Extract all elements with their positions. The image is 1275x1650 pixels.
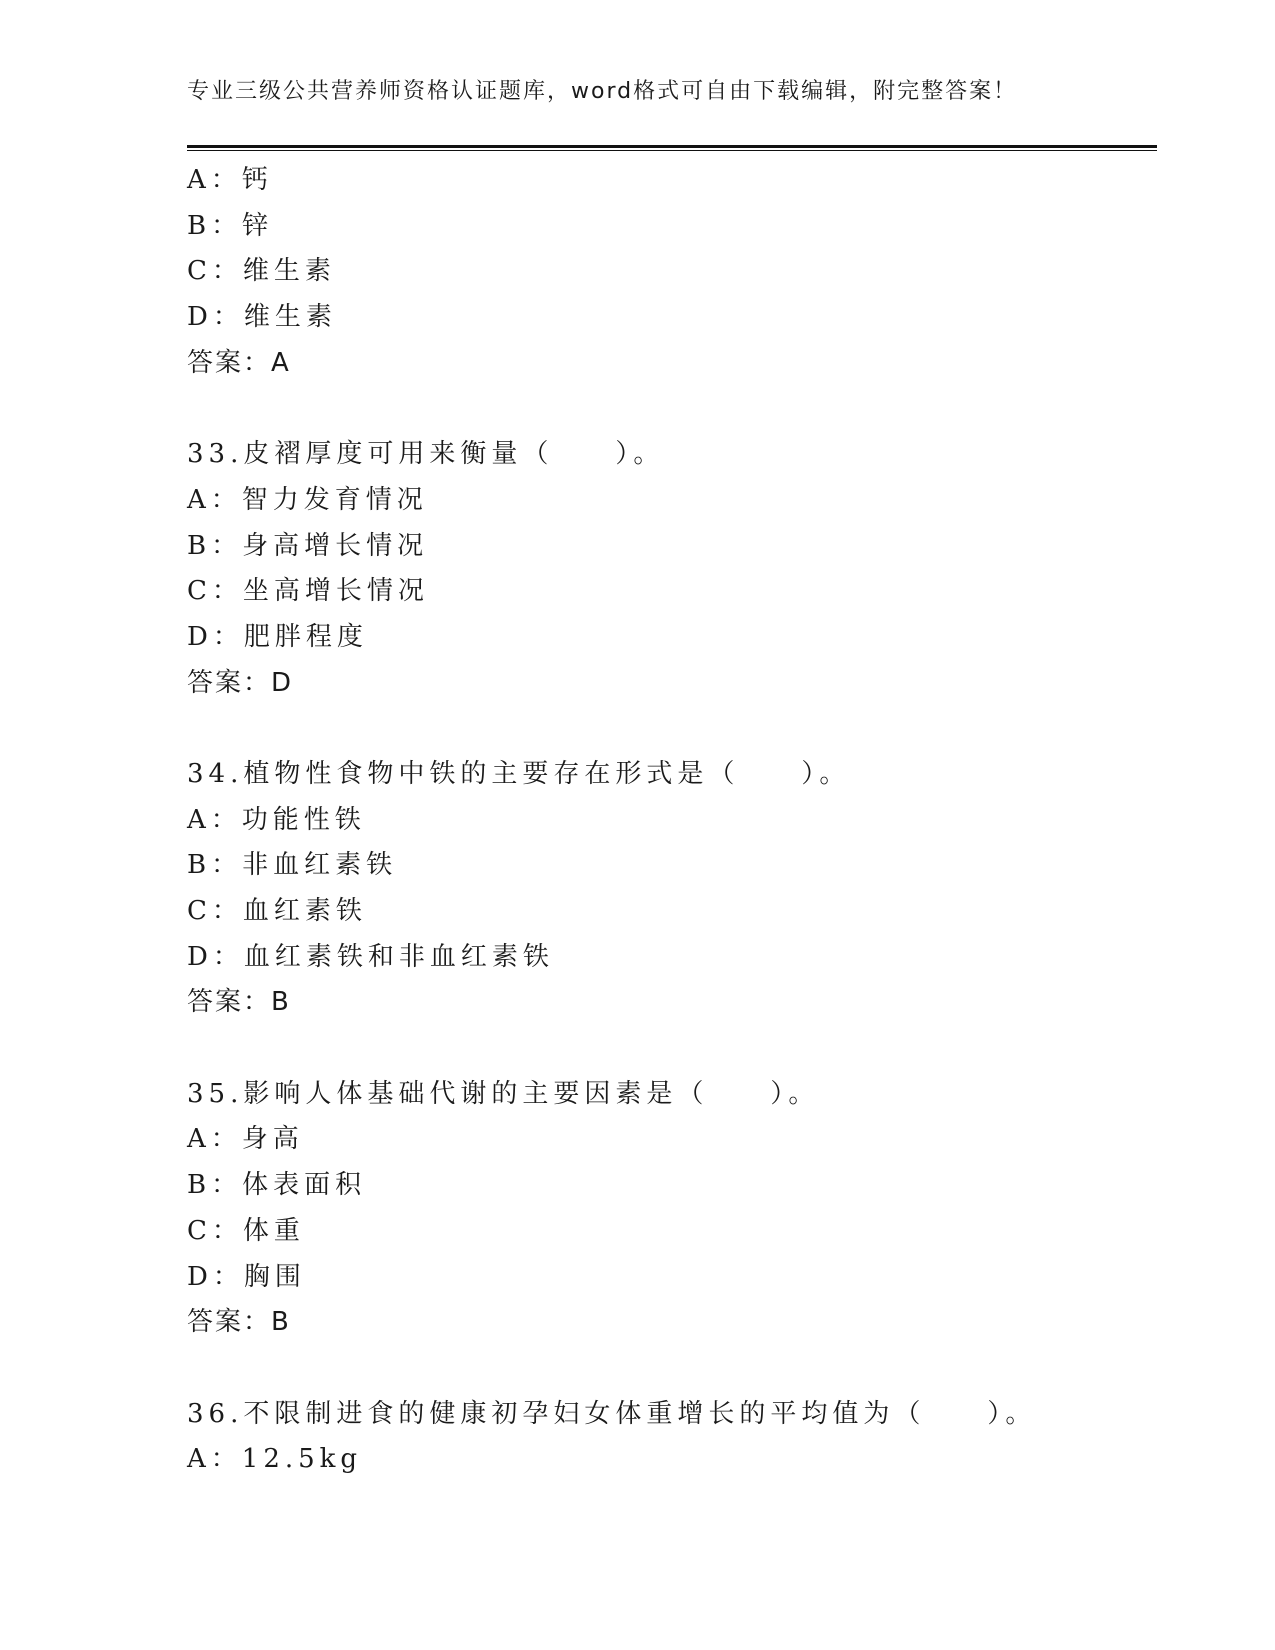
section-spacer <box>187 1026 1157 1072</box>
section-spacer <box>187 386 1157 432</box>
question-list <box>187 158 1157 1483</box>
option-item: B：体表面积 <box>187 1170 367 1201</box>
option-item: C：体重 <box>187 1215 305 1246</box>
header-divider-thin <box>187 150 1157 151</box>
option-item: A：功能性铁 <box>187 804 366 835</box>
option-item: B：身高增长情况 <box>187 530 429 561</box>
question-text: 36.不限制进食的健康初孕妇女体重增长的平均值为（ ）。 <box>187 1398 1037 1429</box>
answer-line: 答案：B <box>187 1307 291 1338</box>
question-text: 33.皮褶厚度可用来衡量（ ）。 <box>187 439 665 470</box>
option-item: A：智力发育情况 <box>187 484 428 515</box>
option-item: D：维生素 <box>187 302 337 333</box>
option-item: B：非血红素铁 <box>187 850 398 881</box>
header-divider-thick <box>187 145 1157 148</box>
option-item: C：血红素铁 <box>187 896 367 926</box>
option-item: C：维生素 <box>187 256 336 287</box>
page-header-title: 专业三级公共营养师资格认证题库，word格式可自由下载编辑，附完整答案！ <box>187 79 1018 104</box>
option-item: D：胸围 <box>187 1261 306 1292</box>
option-item: B：锌 <box>187 210 274 241</box>
section-spacer <box>187 706 1157 752</box>
section-spacer <box>187 1346 1157 1392</box>
answer-line: 答案：B <box>187 987 291 1018</box>
option-item: D：肥胖程度 <box>187 621 368 652</box>
option-item: A：身高 <box>187 1124 304 1155</box>
question-text: 35.影响人体基础代谢的主要因素是（ ）。 <box>187 1078 820 1109</box>
answer-line: 答案：D <box>187 667 294 698</box>
question-text: 34.植物性食物中铁的主要存在形式是（ ）。 <box>187 758 851 789</box>
option-item: C：坐高增长情况 <box>187 576 429 607</box>
option-item: A：钙 <box>187 165 273 195</box>
option-item: D：血红素铁和非血红素铁 <box>187 941 554 972</box>
answer-line: 答案：A <box>187 347 291 378</box>
option-item: A：12.5kg <box>187 1444 363 1475</box>
